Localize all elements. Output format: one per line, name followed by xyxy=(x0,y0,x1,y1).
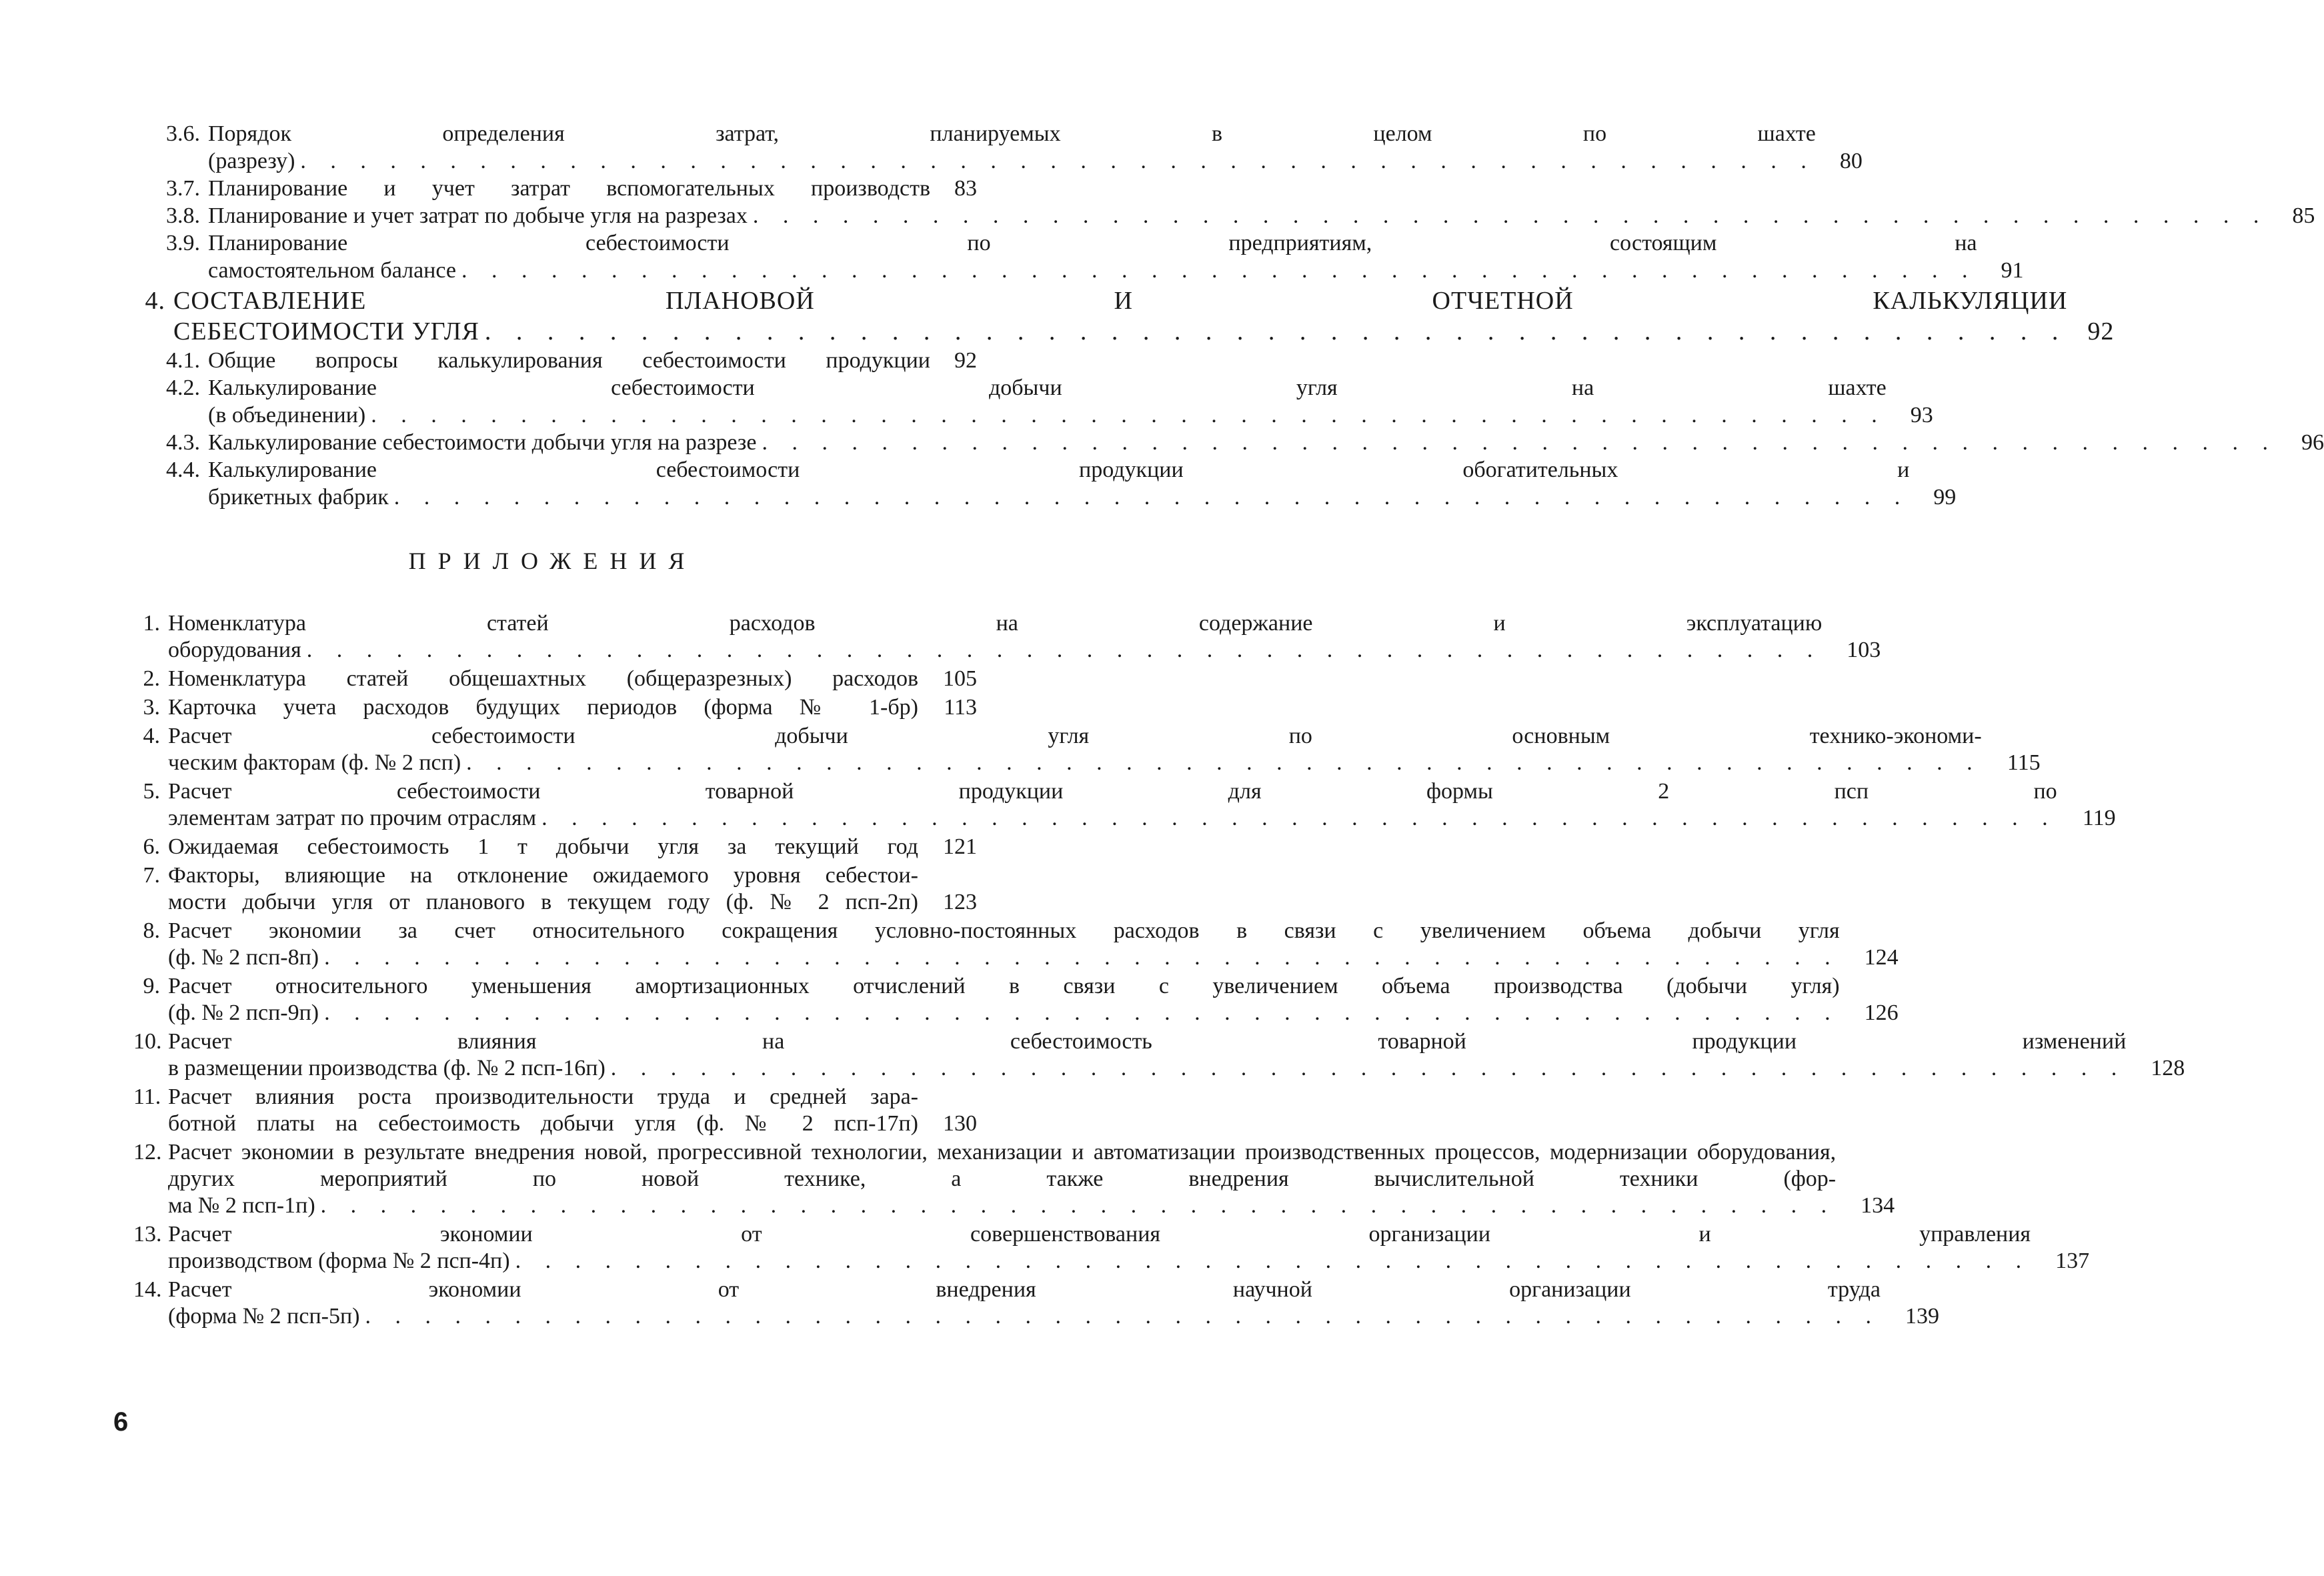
entry-page-number: 115 xyxy=(2007,750,2041,775)
entry-page-number: 103 xyxy=(1847,638,1881,662)
entry-number: 13. xyxy=(133,1222,162,1247)
entry-title-last-line: производством (форма № 2 псп-4п) xyxy=(168,1249,510,1273)
entry-title-last-line: (разрезу) xyxy=(208,149,295,173)
entry-number: 11. xyxy=(133,1084,161,1109)
entry-page-number: 123 xyxy=(943,890,977,914)
entry-title-last-line: Планирование и учет затрат вспомогательных производств xyxy=(208,176,930,201)
entry-page-number: 121 xyxy=(943,834,977,859)
toc-entry xyxy=(133,120,1863,175)
entry-title xyxy=(168,723,1982,776)
toc-entry xyxy=(133,834,977,860)
toc-entry xyxy=(133,1028,2185,1082)
appendix-heading: ПРИЛОЖЕНИЯ xyxy=(408,548,697,574)
entry-title xyxy=(208,347,930,374)
entry-title-last-line: элементам затрат по прочим отраслям xyxy=(168,806,537,830)
dot-leader xyxy=(319,944,1840,971)
entry-number: 8. xyxy=(143,918,160,943)
entry-number: 3.7. xyxy=(166,176,200,201)
entry-title xyxy=(168,834,918,860)
entry-title-last-line: брикетных фабрик xyxy=(208,485,389,510)
entry-number: 2. xyxy=(143,666,160,691)
entry-title-last-line: ботной платы на себестоимость добычи угля (ф. № 2 псп-17п) xyxy=(168,1111,918,1136)
entry-title-text: Расчет экономии в результате внедрения новой, прогрессивной технологии, механизации и автоматизации производственных процессов, модернизации оборудования, других мероприятий по новой технике, а также внедрения вычислительной техники (фор- xyxy=(168,1140,1837,1191)
entry-title xyxy=(168,666,918,692)
entry-title-last-line: (в объединении) xyxy=(208,403,366,428)
dot-leader xyxy=(510,1248,2031,1275)
entry-page-number: 105 xyxy=(943,666,977,691)
entry-title-last-line: Карточка учета расходов будущих периодов (форма № 1-бр) xyxy=(168,695,918,720)
entry-page-number: 113 xyxy=(944,695,977,720)
entry-page-number: 128 xyxy=(2151,1056,2185,1080)
entry-page-number: 92 xyxy=(2087,317,2115,345)
entry-number: 4.1. xyxy=(166,348,200,373)
entry-title-last-line: Планирование и учет затрат по добыче угля на разрезах xyxy=(208,203,748,228)
entry-title xyxy=(208,456,1909,511)
dot-leader xyxy=(389,484,1910,511)
entry-page-number: 93 xyxy=(1910,403,1933,428)
dot-leader xyxy=(606,1055,2127,1082)
entry-page-number: 134 xyxy=(1861,1193,1895,1218)
dot-leader xyxy=(365,402,1887,429)
entry-number: 3.8. xyxy=(166,203,200,228)
toc-entry xyxy=(133,429,2324,456)
entry-number: 4.2. xyxy=(166,375,200,400)
entry-title-text: Калькулирование себестоимости продукции обогатительных и xyxy=(208,458,1910,482)
toc-entry xyxy=(133,778,2116,832)
toc-entry xyxy=(133,202,2315,229)
entry-page-number: 96 xyxy=(2301,430,2324,455)
dot-leader xyxy=(748,202,2269,229)
entry-title-text: Номенклатура статей расходов на содержание и эксплуатацию xyxy=(168,611,1823,636)
toc-entry xyxy=(133,918,1899,971)
toc-entry xyxy=(133,973,1899,1026)
entry-title-last-line: ческим факторам (ф. № 2 псп) xyxy=(168,750,461,775)
toc-entry xyxy=(133,229,2024,284)
toc-entry xyxy=(133,456,1957,511)
entry-title-last-line: мости добычи угля от планового в текущем году (ф. № 2 псп-2п) xyxy=(168,890,918,914)
toc-entry xyxy=(133,694,977,721)
entry-title-last-line: СЕБЕСТОИМОСТИ УГЛЯ xyxy=(173,317,479,345)
entry-page-number: 91 xyxy=(2001,258,2024,283)
entry-title-last-line: (ф. № 2 псп-9п) xyxy=(168,1000,319,1025)
entry-title xyxy=(208,374,1887,429)
entry-number: 4.4. xyxy=(166,458,200,482)
entry-number: 9. xyxy=(143,974,160,998)
entry-title xyxy=(208,229,1977,284)
toc-entry xyxy=(133,723,2041,776)
entry-number: 4.3. xyxy=(166,430,200,455)
entry-title-last-line: оборудования xyxy=(168,638,301,662)
entry-title-text: Расчет влияния роста производительности труда и средней зара- xyxy=(168,1084,918,1109)
entry-title xyxy=(208,202,2268,229)
dot-leader xyxy=(456,257,1977,284)
entry-title-last-line: Номенклатура статей общешахтных (общеразрезных) расходов xyxy=(168,666,918,691)
entry-title-text: Расчет экономии за счет относительного сокращения условно-постоянных расходов в связи с увеличением объема добычи угля xyxy=(168,918,1840,943)
toc-entry xyxy=(133,285,2115,347)
dot-leader xyxy=(536,805,2057,832)
entry-page-number: 124 xyxy=(1864,945,1899,970)
entry-title xyxy=(168,1084,918,1137)
dot-leader xyxy=(315,1193,1837,1219)
entry-title-text: Расчет себестоимости добычи угля по основным технико-экономи- xyxy=(168,724,1982,748)
entry-title-text: СОСТАВЛЕНИЕ ПЛАНОВОЙ И ОТЧЕТНОЙ КАЛЬКУЛЯЦИИ xyxy=(173,287,2068,315)
entry-number: 10. xyxy=(133,1029,162,1054)
entry-title xyxy=(168,1028,2126,1082)
entry-title-text: Расчет экономии от внедрения научной организации труда xyxy=(168,1277,1881,1302)
toc-entry xyxy=(133,1139,1895,1219)
entry-title xyxy=(168,610,1822,664)
entry-title-text: Планирование себестоимости по предприятиям, состоящим на xyxy=(208,231,1977,255)
entry-title-last-line: Общие вопросы калькулирования себестоимости продукции xyxy=(208,348,930,373)
entry-number: 7. xyxy=(143,863,160,888)
dot-leader xyxy=(319,1000,1840,1026)
entry-title xyxy=(168,918,1840,971)
entry-title-last-line: в размещении производства (ф. № 2 псп-16п) xyxy=(168,1056,606,1080)
entry-page-number: 126 xyxy=(1864,1000,1899,1025)
entry-title-text: Расчет относительного уменьшения амортизационных отчислений в связи с увеличением объема производства (добычи угля) xyxy=(168,974,1840,998)
entry-page-number: 85 xyxy=(2292,203,2315,228)
entry-page-number: 99 xyxy=(1933,485,1957,510)
toc-entry xyxy=(133,1084,977,1137)
entry-title-text: Расчет себестоимости товарной продукции для формы 2 псп по xyxy=(168,779,2057,804)
dot-leader xyxy=(301,637,1823,664)
entry-number: 1. xyxy=(143,611,160,636)
entry-number: 4. xyxy=(145,287,165,315)
entry-page-number: 92 xyxy=(954,348,977,373)
entry-title-last-line: ма № 2 псп-1п) xyxy=(168,1193,315,1218)
dot-leader xyxy=(461,750,1982,776)
entry-title-last-line: самостоятельном балансе xyxy=(208,258,456,283)
entry-title-text: Факторы, влияющие на отклонение ожидаемого уровня себестои- xyxy=(168,863,918,888)
toc-entry xyxy=(133,1277,1939,1330)
toc-entry xyxy=(133,666,977,692)
entry-title xyxy=(208,175,930,202)
entry-number: 12. xyxy=(133,1140,162,1164)
entry-title-text: Калькулирование себестоимости добычи угля на шахте xyxy=(208,375,1887,400)
entry-title xyxy=(168,1221,2031,1275)
entry-title xyxy=(168,1139,1836,1219)
entry-page-number: 119 xyxy=(2082,806,2116,830)
appendix-list xyxy=(133,610,2185,1332)
entry-title-last-line: Ожидаемая себестоимость 1 т добычи угля за текущий год xyxy=(168,834,918,859)
entry-number: 14. xyxy=(133,1277,162,1302)
contents-section xyxy=(133,120,2324,511)
entry-number: 3.6. xyxy=(166,121,200,146)
entry-title-last-line: (форма № 2 псп-5п) xyxy=(168,1304,360,1329)
entry-page-number: 83 xyxy=(954,176,977,201)
toc-entry xyxy=(133,1221,2090,1275)
toc-entry xyxy=(133,374,1933,429)
entry-page-number: 80 xyxy=(1839,149,1863,173)
entry-title xyxy=(208,120,1816,175)
entry-title xyxy=(208,429,2277,456)
entry-number: 4. xyxy=(143,724,160,748)
dot-leader xyxy=(756,429,2277,456)
entry-title xyxy=(168,973,1840,1026)
toc-entry xyxy=(133,610,1881,664)
entry-title-text: Расчет влияния на себестоимость товарной продукции изменений xyxy=(168,1029,2127,1054)
entry-title xyxy=(173,285,2067,347)
entry-number: 3.9. xyxy=(166,231,200,255)
entry-title xyxy=(168,862,918,916)
toc-entry xyxy=(133,862,977,916)
page-number: 6 xyxy=(113,1407,129,1437)
toc-entry xyxy=(133,175,977,202)
dot-leader xyxy=(359,1303,1881,1330)
entry-number: 6. xyxy=(143,834,160,859)
entry-title xyxy=(168,694,918,721)
entry-title-text: Расчет экономии от совершенствования организации и управления xyxy=(168,1222,2031,1247)
entry-page-number: 130 xyxy=(943,1111,977,1136)
dot-leader xyxy=(479,316,2068,347)
dot-leader xyxy=(295,147,1816,175)
entry-page-number: 139 xyxy=(1905,1304,1939,1329)
entry-title-text: Порядок определения затрат, планируемых в целом по шахте xyxy=(208,121,1816,146)
entry-number: 3. xyxy=(143,695,160,720)
entry-number: 5. xyxy=(143,779,160,804)
toc-entry xyxy=(133,347,977,374)
entry-title-last-line: Калькулирование себестоимости добычи угля на разрезе xyxy=(208,430,757,455)
entry-title xyxy=(168,778,2057,832)
entry-title-last-line: (ф. № 2 псп-8п) xyxy=(168,945,319,970)
entry-title xyxy=(168,1277,1881,1330)
entry-page-number: 137 xyxy=(2055,1249,2090,1273)
